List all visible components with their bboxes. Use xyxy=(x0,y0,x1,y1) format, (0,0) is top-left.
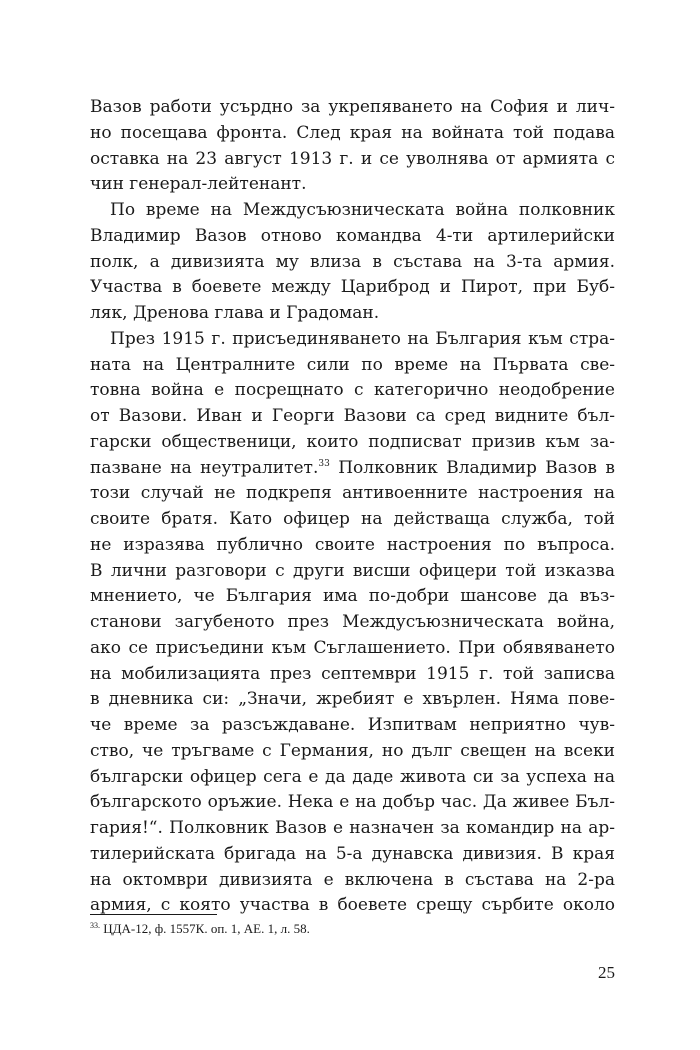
footnote-reference[interactable]: 33 xyxy=(318,458,330,469)
text-line: гарски общественици, които подписват призив към за- xyxy=(90,431,615,452)
footnote xyxy=(90,919,310,939)
text-line: в дневника си: „Значи, жребият е хвърлен. Няма пове- xyxy=(90,689,615,710)
text-line: армия, с която участва в боевете срещу сърбите около xyxy=(90,895,615,916)
text-line: оставка на 23 август 1913 г. и се уволнява от армията с xyxy=(90,148,615,169)
text-line: ство, че тръгваме с Германия, но дълг свещен на всеки xyxy=(90,740,615,761)
text-line: но посещава фронта. След края на войната той подава xyxy=(90,122,615,143)
text-line: чин генерал-лейтенант. xyxy=(90,174,307,195)
text-line: български офицер сега е да даде живота си за успеха на xyxy=(90,766,615,787)
footnote-marker: 33. xyxy=(90,921,100,930)
text-line: Вазов работи усърдно за укрепяването на София и лич- xyxy=(90,97,615,117)
text-line: не изразява публично своите настроения по въпроса. xyxy=(90,534,615,555)
text-line: станови загубеното през Междусъюзническата война, xyxy=(90,612,615,632)
text-line: товна война е посрещнато с категорично неодобрение xyxy=(90,380,615,401)
text-line: гария!“. Полковник Вазов е назначен за командир на ар- xyxy=(90,818,615,838)
page-number: 25 xyxy=(598,963,615,982)
text-line: на мобилизацията през септември 1915 г. той записва xyxy=(90,663,615,684)
text-line: ната на Централните сили по време на Първата све- xyxy=(90,354,615,375)
text-line: Участва в боевете между Цариброд и Пирот, при Буб- xyxy=(90,277,615,298)
text-fragment: пазване на неутралитет. xyxy=(90,457,319,478)
footnote-divider xyxy=(90,914,217,915)
text-line-with-footnote-ref xyxy=(90,456,615,482)
text-line: В лични разговори с други висши офицери той изказва xyxy=(90,560,615,581)
text-line: тилерийската бригада на 5-а дунавска дивизия. В края xyxy=(90,843,615,864)
text-line: че време за разсъждаване. Изпитвам неприятно чув- xyxy=(90,715,615,735)
text-line: своите братя. Като офицер на действаща служба, той xyxy=(90,509,615,529)
text-line: По време на Междусъюзническата война полковник xyxy=(110,200,615,220)
text-line: ляк, Дренова глава и Градоман. xyxy=(90,303,380,323)
text-fragment: Полковник Владимир Вазов в xyxy=(329,457,615,478)
text-line: Владимир Вазов отново командва 4-ти артилерийски xyxy=(90,225,615,246)
text-line: мнението, че България има по-добри шансове да въз- xyxy=(90,586,615,607)
text-line: на октомври дивизията е включена в състава на 2-ра xyxy=(90,869,615,890)
text-line: българското оръжие. Нека е на добър час. Да живее Бъл- xyxy=(90,792,615,813)
footnote-text: ЦДА-12, ф. 1557К. оп. 1, АЕ. 1, л. 58. xyxy=(100,921,310,936)
text-line: През 1915 г. присъединяването на България към стра- xyxy=(110,328,615,349)
body-text xyxy=(90,95,615,919)
text-line: от Вазови. Иван и Георги Вазови са сред видните бъл- xyxy=(90,406,615,426)
text-line: ако се присъедини към Съглашението. При обявяването xyxy=(90,637,615,658)
text-line: полк, а дивизията му влиза в състава на 3-та армия. xyxy=(90,251,615,272)
text-line: този случай не подкрепя антивоенните настроения на xyxy=(90,483,615,504)
